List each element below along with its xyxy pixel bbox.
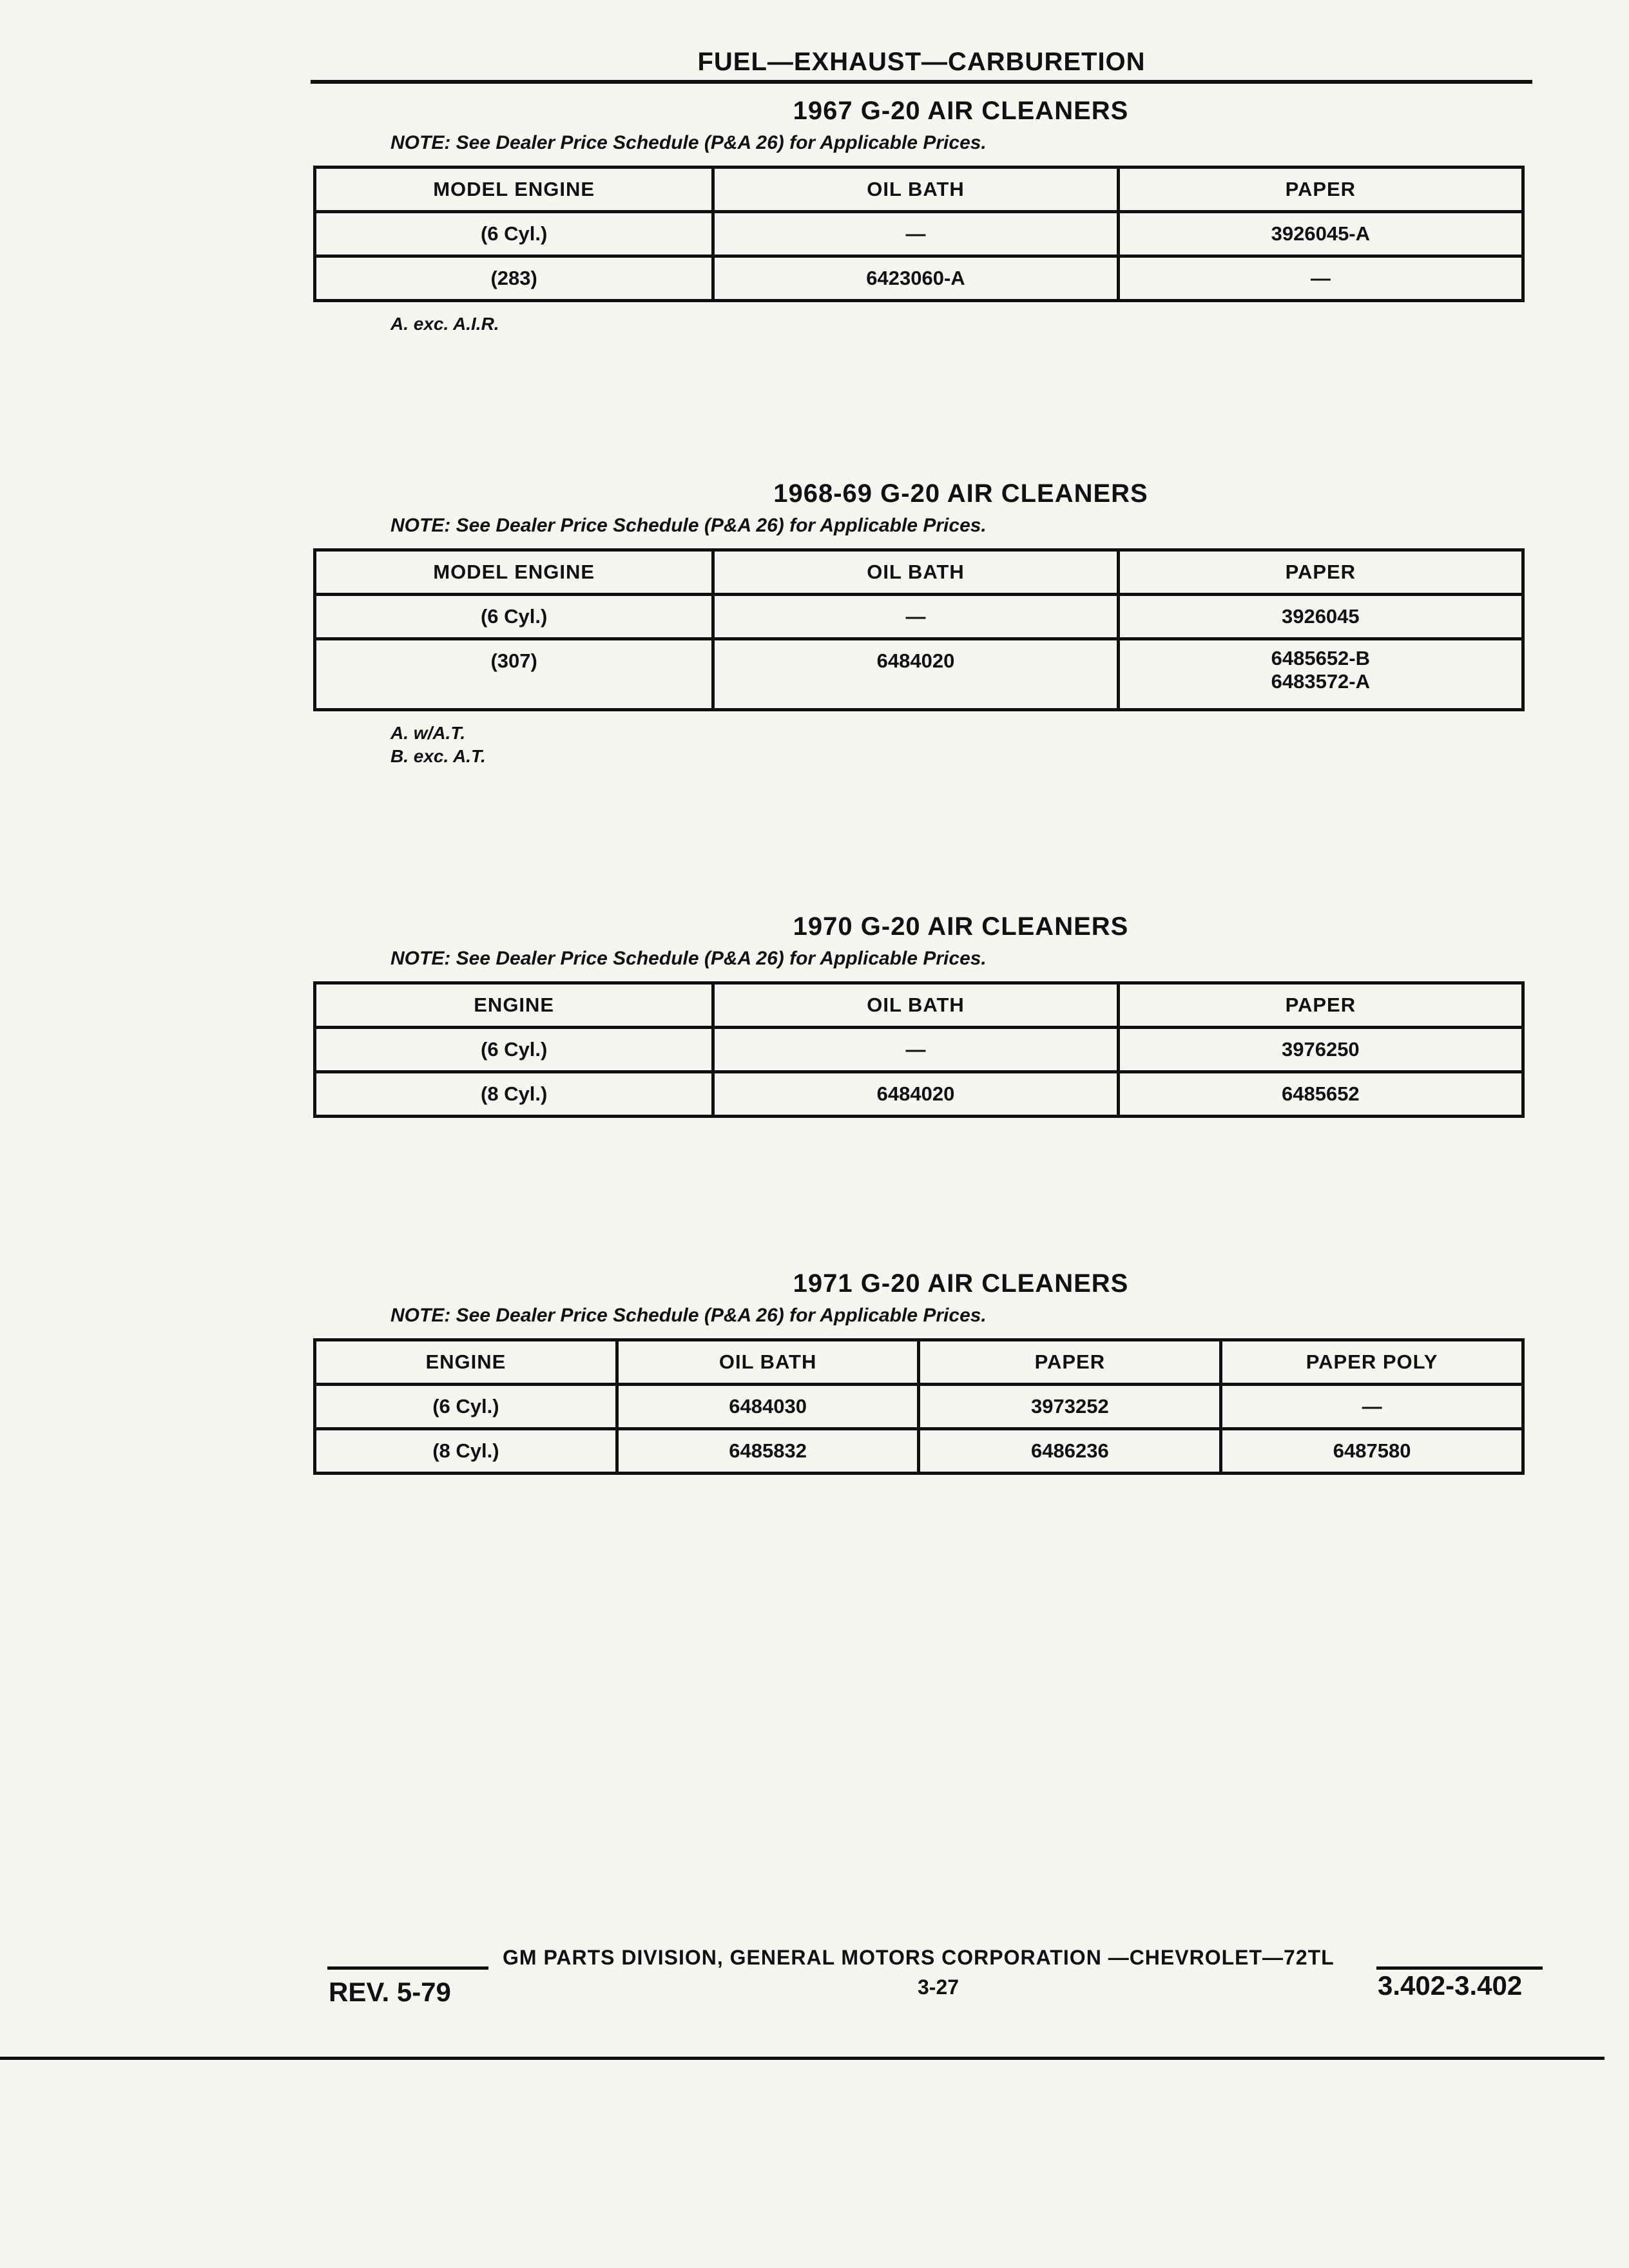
table-row xyxy=(315,1429,1523,1474)
section-title: 1970 G-20 AIR CLEANERS xyxy=(793,912,1129,941)
table-row xyxy=(315,1385,1523,1429)
engine-cell: (8 Cyl.) xyxy=(315,1072,713,1117)
engine-cell: (283) xyxy=(315,256,713,301)
column-header: OIL BATH xyxy=(713,168,1118,212)
oil-bath-cell: 6484020 xyxy=(713,1072,1118,1117)
section-1967 xyxy=(313,97,1531,336)
paper-cell xyxy=(1118,639,1523,710)
section-title: 1968-69 G-20 AIR CLEANERS xyxy=(773,479,1148,508)
column-header: MODEL ENGINE xyxy=(315,550,713,595)
section-note: NOTE: See Dealer Price Schedule (P&A 26) for Applicable Prices. xyxy=(390,1305,987,1326)
footer-section-number: 3.402-3.402 xyxy=(1378,1970,1523,2001)
engine-cell: (8 Cyl.) xyxy=(315,1429,617,1474)
oil-bath-cell: 6485832 xyxy=(617,1429,919,1474)
table-row xyxy=(315,212,1523,256)
page-header-title: FUEL—EXHAUST—CARBURETION xyxy=(697,48,1146,76)
paper-cell: 6486236 xyxy=(919,1429,1221,1474)
engine-cell: (6 Cyl.) xyxy=(315,212,713,256)
air-cleaner-table-1971 xyxy=(313,1338,1525,1475)
column-header: OIL BATH xyxy=(617,1340,919,1385)
oil-bath-cell: — xyxy=(713,1028,1118,1072)
footnote: A. exc. A.I.R. xyxy=(390,314,499,334)
section-1968-69 xyxy=(313,479,1531,768)
table-row xyxy=(315,1072,1523,1117)
footnotes xyxy=(390,722,1531,768)
section-1971 xyxy=(313,1269,1531,1475)
column-header: PAPER xyxy=(919,1340,1221,1385)
section-1970 xyxy=(313,912,1531,1118)
table-row xyxy=(315,639,1523,710)
paper-cell: 3926045-A xyxy=(1118,212,1523,256)
column-header: OIL BATH xyxy=(713,550,1118,595)
paper-part-number: 6483572-A xyxy=(1271,670,1371,693)
paper-cell: 3976250 xyxy=(1118,1028,1523,1072)
paper-part-number: 6485652-B xyxy=(1271,647,1371,669)
table-header-row xyxy=(315,168,1523,212)
engine-cell: (6 Cyl.) xyxy=(315,1028,713,1072)
engine-cell: (307) xyxy=(315,639,713,710)
paper-cell: — xyxy=(1118,256,1523,301)
table-header-row xyxy=(315,1340,1523,1385)
footer-revision: REV. 5-79 xyxy=(329,1977,451,2007)
footnotes xyxy=(390,312,1531,336)
column-header: PAPER POLY xyxy=(1221,1340,1523,1385)
oil-bath-cell: 6484030 xyxy=(617,1385,919,1429)
footer-right-rule xyxy=(1376,1966,1543,1970)
bottom-rule xyxy=(0,2057,1605,2060)
oil-bath-cell: 6484020 xyxy=(713,639,1118,710)
column-header: PAPER xyxy=(1118,550,1523,595)
oil-bath-cell: — xyxy=(713,595,1118,639)
oil-bath-cell: — xyxy=(713,212,1118,256)
table-header-row xyxy=(315,550,1523,595)
table-header-row xyxy=(315,983,1523,1028)
footer-publisher: GM PARTS DIVISION, GENERAL MOTORS CORPORATION —CHEVROLET—72TL xyxy=(503,1946,1335,1969)
column-header: ENGINE xyxy=(315,983,713,1028)
column-header: PAPER xyxy=(1118,168,1523,212)
section-title: 1967 G-20 AIR CLEANERS xyxy=(793,97,1129,125)
column-header: OIL BATH xyxy=(713,983,1118,1028)
paper-poly-cell: — xyxy=(1221,1385,1523,1429)
footer-page-number: 3-27 xyxy=(918,1975,959,1999)
paper-poly-cell: 6487580 xyxy=(1221,1429,1523,1474)
oil-bath-cell: 6423060-A xyxy=(713,256,1118,301)
section-note: NOTE: See Dealer Price Schedule (P&A 26) for Applicable Prices. xyxy=(390,948,987,969)
section-title: 1971 G-20 AIR CLEANERS xyxy=(793,1269,1129,1298)
air-cleaner-table-1968-69 xyxy=(313,548,1525,711)
table-row xyxy=(315,256,1523,301)
header-rule xyxy=(311,80,1532,84)
engine-cell: (6 Cyl.) xyxy=(315,1385,617,1429)
column-header: ENGINE xyxy=(315,1340,617,1385)
paper-cell: 6485652 xyxy=(1118,1072,1523,1117)
footer-left-rule xyxy=(327,1966,488,1970)
column-header: MODEL ENGINE xyxy=(315,168,713,212)
paper-cell: 3926045 xyxy=(1118,595,1523,639)
footnote: B. exc. A.T. xyxy=(390,746,486,766)
column-header: PAPER xyxy=(1118,983,1523,1028)
air-cleaner-table-1967 xyxy=(313,166,1525,302)
section-note: NOTE: See Dealer Price Schedule (P&A 26) for Applicable Prices. xyxy=(390,132,987,153)
table-row xyxy=(315,595,1523,639)
paper-cell: 3973252 xyxy=(919,1385,1221,1429)
footnote: A. w/A.T. xyxy=(390,723,466,743)
air-cleaner-table-1970 xyxy=(313,981,1525,1118)
table-row xyxy=(315,1028,1523,1072)
section-note: NOTE: See Dealer Price Schedule (P&A 26) for Applicable Prices. xyxy=(390,515,987,536)
engine-cell: (6 Cyl.) xyxy=(315,595,713,639)
